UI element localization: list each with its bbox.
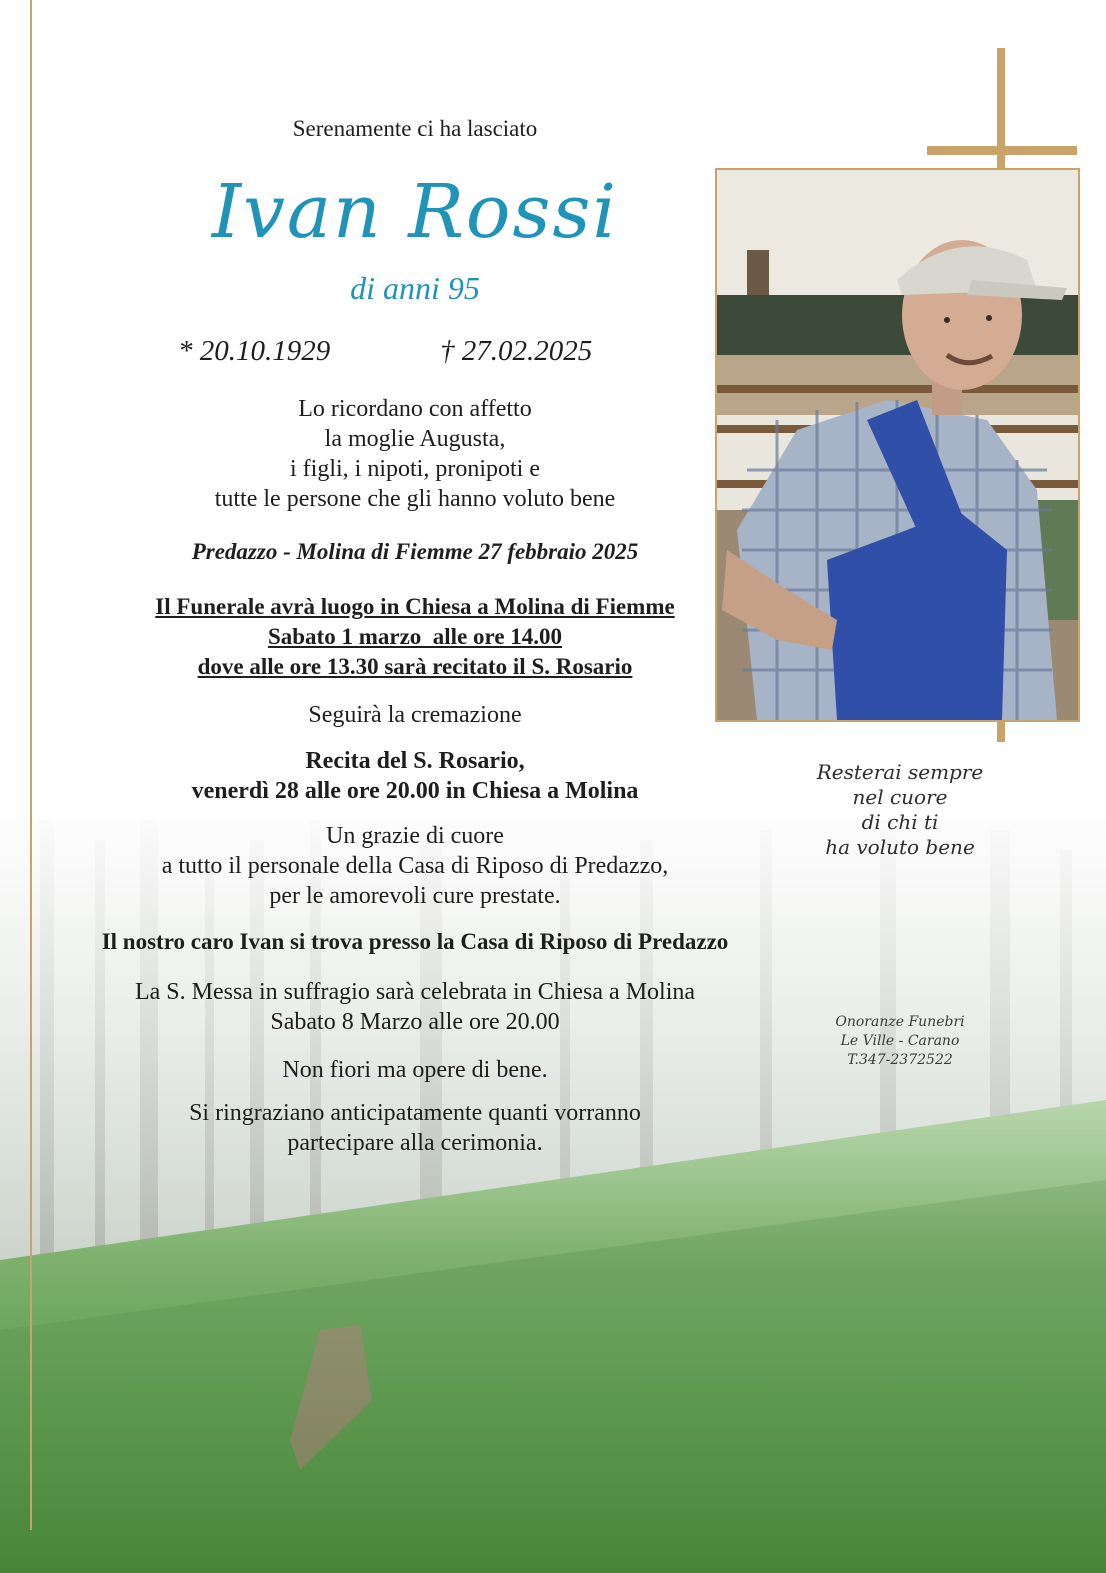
- mourners-block: [80, 394, 750, 514]
- cross-icon-bar: [927, 146, 1077, 155]
- death-date: † 27.02.2025: [440, 335, 593, 367]
- rosary-line: Recita del S. Rosario,: [305, 748, 525, 774]
- mass-line: Sabato 8 Marzo alle ore 20.00: [270, 1009, 560, 1035]
- thanks-block: [80, 821, 750, 911]
- undertaker-credit: [810, 1013, 990, 1070]
- thanks-line: per le amorevoli cure prestate.: [269, 883, 561, 909]
- undertaker-phone: T.347-2372522: [847, 1052, 953, 1068]
- cross-tail-line: [997, 720, 1005, 742]
- funeral-line: dove alle ore 13.30 sarà recitato il S. Rosario: [197, 654, 633, 679]
- deceased-name: Ivan Rossi: [211, 169, 619, 255]
- heading: Serenamente ci ha lasciato: [292, 116, 538, 141]
- funeral-block: [60, 592, 770, 682]
- flowers-note: Non fiori ma opere di bene.: [282, 1057, 548, 1083]
- funeral-line: Il Funerale avrà luogo in Chiesa a Molina di Fiemme: [155, 594, 675, 619]
- mass-line: La S. Messa in suffragio sarà celebrata in Chiesa a Molina: [134, 979, 696, 1005]
- cremation-note: Seguirà la cremazione: [308, 702, 522, 728]
- rosary-line: venerdì 28 alle ore 20.00 in Chiesa a Molina: [191, 778, 639, 804]
- thanks-line: a tutto il personale della Casa di Riposo di Predazzo,: [161, 853, 669, 879]
- location-note: Il nostro caro Ivan si trova presso la Casa di Riposo di Predazzo: [101, 929, 729, 954]
- mass-block: [80, 977, 750, 1037]
- portrait-photo: [715, 168, 1080, 722]
- motto-line: ha voluto bene: [825, 835, 975, 859]
- mourners-line: la moglie Augusta,: [324, 426, 506, 452]
- rosary-block: [80, 746, 750, 806]
- age: di anni 95: [350, 270, 480, 306]
- closing-line: Si ringraziano anticipatamente quanti vorranno: [189, 1100, 641, 1126]
- undertaker-line: Le Ville - Carano: [840, 1033, 960, 1049]
- birth-date: * 20.10.1929: [178, 335, 331, 367]
- motto-line: di chi ti: [861, 810, 939, 834]
- left-border-line: [30, 0, 32, 1530]
- closing-line: partecipare alla cerimonia.: [287, 1130, 543, 1156]
- mourners-line: Lo ricordano con affetto: [298, 396, 532, 422]
- motto-line: nel cuore: [852, 785, 948, 809]
- funeral-line: Sabato 1 marzo alle ore 14.00: [267, 624, 563, 649]
- undertaker-line: Onoranze Funebri: [835, 1014, 965, 1030]
- thanks-line: Un grazie di cuore: [326, 823, 504, 849]
- place-date: Predazzo - Molina di Fiemme 27 febbraio 2025: [191, 539, 639, 564]
- mourners-line: i figli, i nipoti, pronipoti e: [290, 456, 540, 482]
- closing-block: [80, 1098, 750, 1158]
- motto: [800, 760, 1000, 860]
- motto-line: Resterai sempre: [816, 760, 984, 784]
- mourners-line: tutte le persone che gli hanno voluto bene: [214, 486, 616, 512]
